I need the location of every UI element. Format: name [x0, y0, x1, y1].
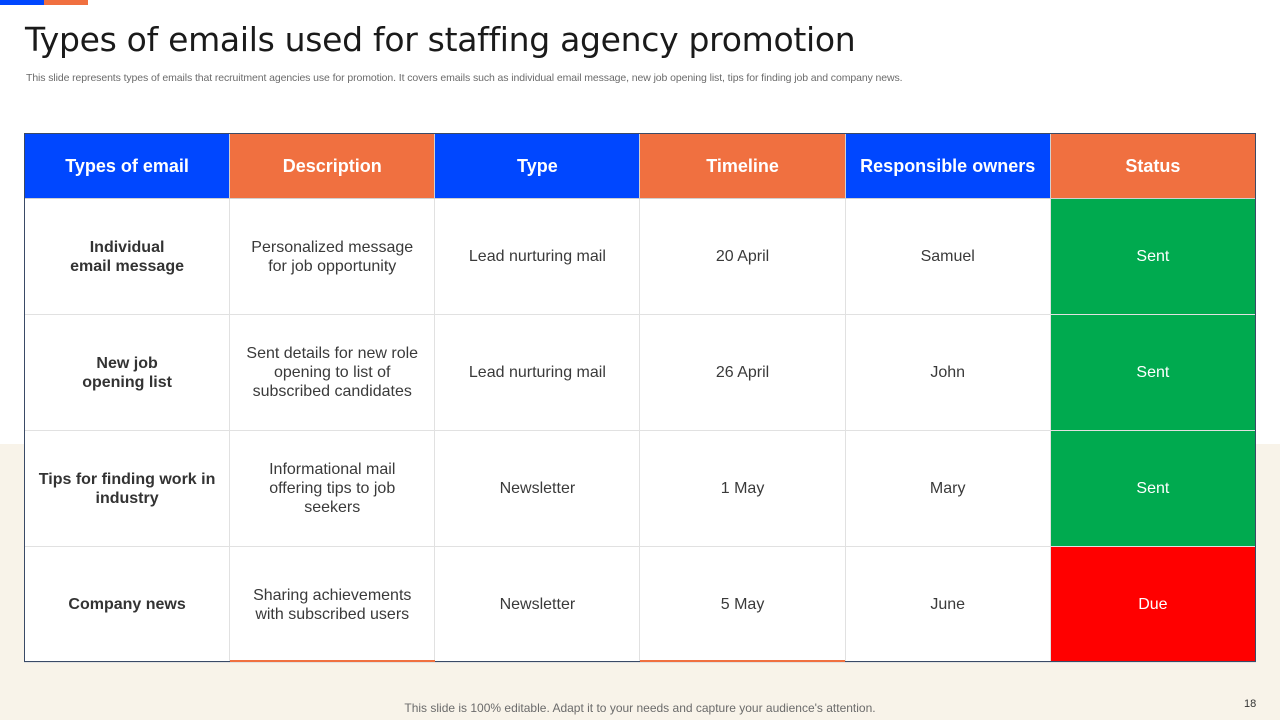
header-responsible-owners: Responsible owners [845, 134, 1050, 199]
cell-owner: Mary [845, 431, 1050, 547]
table-row [25, 547, 1256, 663]
table-row [25, 431, 1256, 547]
email-types-table [24, 133, 1256, 663]
accent-bar-orange [44, 0, 88, 5]
cell-description: Informational mail offering tips to job seekers [230, 431, 435, 547]
email-types-table-container [24, 133, 1256, 663]
table-row [25, 199, 1256, 315]
header-types-of-email: Types of email [25, 134, 230, 199]
cell-type: Lead nurturing mail [435, 315, 640, 431]
accent-bar-blue [0, 0, 44, 5]
status-badge: Sent [1050, 431, 1255, 547]
cell-type: Newsletter [435, 547, 640, 663]
header-type: Type [435, 134, 640, 199]
header-status: Status [1050, 134, 1255, 199]
status-badge: Sent [1050, 315, 1255, 431]
cell-email-type: Tips for finding work in industry [25, 431, 230, 547]
page-number: 18 [1244, 698, 1257, 710]
cell-owner: John [845, 315, 1050, 431]
table-bottom-accent-orange [640, 660, 845, 662]
cell-email-type: Individual email message [25, 199, 230, 315]
cell-owner: June [845, 547, 1050, 663]
table-bottom-accent-orange [230, 660, 435, 662]
cell-description: Personalized message for job opportunity [230, 199, 435, 315]
cell-type: Lead nurturing mail [435, 199, 640, 315]
footer-note: This slide is 100% editable. Adapt it to your needs and capture your audience's attention. [404, 701, 876, 715]
cell-timeline: 20 April [640, 199, 845, 315]
page-subtitle: This slide represents types of emails that recruitment agencies use for promotion. It covers emails such as individual email message, new job opening list, tips for finding job and company news. [26, 72, 903, 84]
cell-type: Newsletter [435, 431, 640, 547]
header-description: Description [230, 134, 435, 199]
status-badge: Sent [1050, 199, 1255, 315]
page-title: Types of emails used for staffing agency promotion [25, 20, 856, 59]
cell-email-type: Company news [25, 547, 230, 663]
cell-timeline: 5 May [640, 547, 845, 663]
cell-owner: Samuel [845, 199, 1050, 315]
table-row [25, 315, 1256, 431]
cell-description: Sharing achievements with subscribed users [230, 547, 435, 663]
table-header-row [25, 134, 1256, 199]
status-badge: Due [1050, 547, 1255, 663]
cell-email-type: New job opening list [25, 315, 230, 431]
cell-timeline: 26 April [640, 315, 845, 431]
cell-timeline: 1 May [640, 431, 845, 547]
header-timeline: Timeline [640, 134, 845, 199]
cell-description: Sent details for new role opening to list of subscribed candidates [230, 315, 435, 431]
